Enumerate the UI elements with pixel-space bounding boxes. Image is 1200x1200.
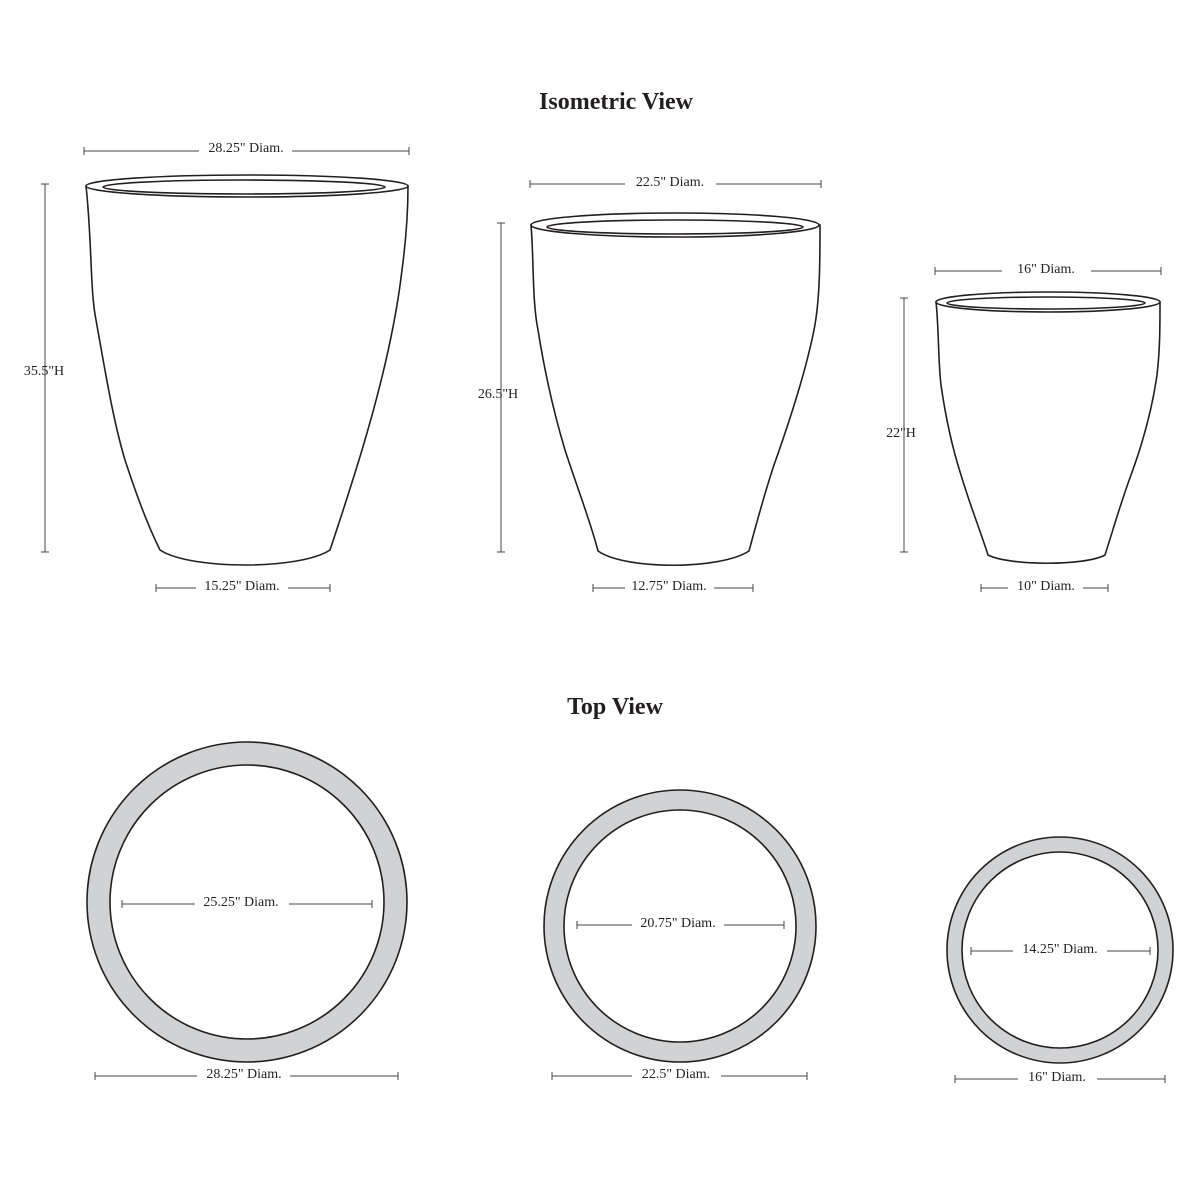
medium-height-dimension: [478, 223, 518, 552]
large-height-dimension: [24, 184, 64, 552]
small-planter-body: [936, 302, 1160, 563]
top-view-title: Top View: [567, 694, 663, 720]
small-planter-isometric: [886, 262, 1161, 594]
medium-outer-diameter-label: 22.5" Diam.: [641, 1067, 711, 1082]
large-base-diameter-dimension: [156, 579, 330, 594]
medium-base-diameter-label: 12.75" Diam.: [631, 579, 707, 594]
medium-inner-diameter-label: 20.75" Diam.: [640, 916, 716, 931]
large-inner-diameter-label: 25.25" Diam.: [203, 895, 279, 910]
large-top-diameter-dimension: [84, 141, 409, 156]
medium-height-label: 26.5"H: [477, 387, 519, 402]
medium-top-diameter-label: 22.5" Diam.: [635, 175, 705, 190]
small-top-diameter-dimension: [935, 262, 1161, 277]
large-top-diameter-label: 28.25" Diam.: [208, 141, 284, 156]
isometric-view-title: Isometric View: [539, 89, 693, 115]
small-top-diameter-label: 16" Diam.: [1017, 262, 1075, 277]
small-height-label: 22"H: [886, 426, 916, 441]
medium-planter-body: [531, 225, 820, 565]
large-height-label: 35.5"H: [23, 364, 65, 379]
medium-planter-isometric: [478, 175, 821, 594]
small-planter-top-view: [947, 837, 1173, 1085]
small-base-diameter-label: 10" Diam.: [1017, 579, 1075, 594]
small-inner-diameter-label: 14.25" Diam.: [1022, 942, 1098, 957]
small-outer-diameter-dimension: [955, 1070, 1165, 1085]
large-outer-diameter-label: 28.25" Diam.: [206, 1067, 282, 1082]
large-planter-body: [86, 186, 408, 565]
large-planter-isometric: [24, 141, 409, 594]
small-outer-diameter-label: 16" Diam.: [1028, 1070, 1086, 1085]
small-base-diameter-dimension: [981, 579, 1108, 594]
medium-outer-diameter-dimension: [552, 1067, 807, 1082]
medium-top-diameter-dimension: [530, 175, 821, 190]
small-height-dimension: [886, 298, 916, 552]
large-planter-top-view: [87, 742, 407, 1082]
medium-planter-top-view: [544, 790, 816, 1082]
large-base-diameter-label: 15.25" Diam.: [204, 579, 280, 594]
large-outer-diameter-dimension: [95, 1067, 398, 1082]
medium-base-diameter-dimension: [593, 579, 753, 594]
